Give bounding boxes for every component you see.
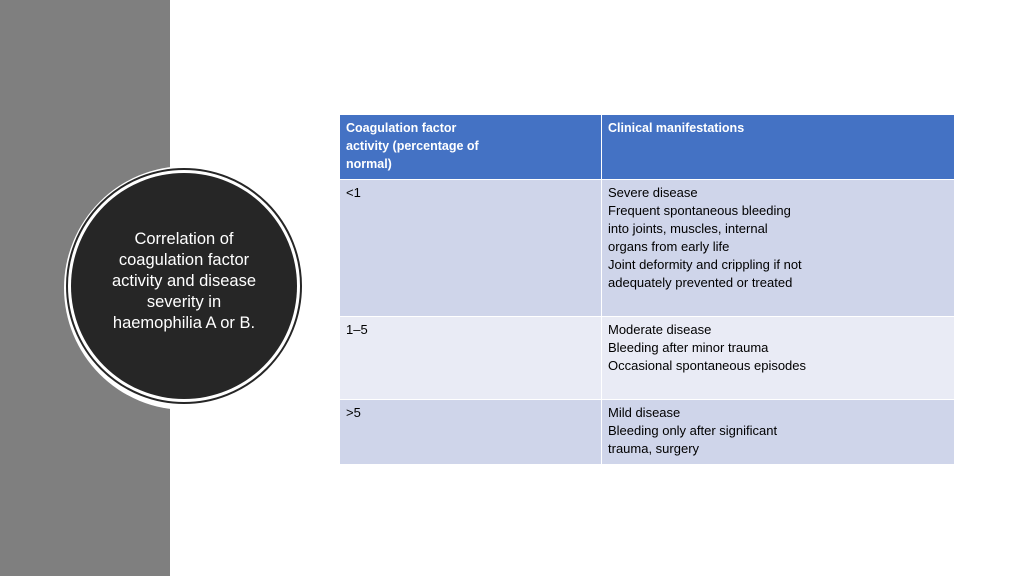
manifestation-line: Moderate disease (608, 322, 712, 337)
manifestation-line: Severe disease (608, 185, 698, 200)
manifestations-cell (602, 400, 955, 465)
manifestation-line: Mild disease (608, 405, 681, 420)
slide-title: Correlation of coagulation factor activity and disease severity in haemophilia A or B. (112, 229, 256, 332)
manifestations-cell (602, 180, 955, 317)
activity-cell: >5 (340, 400, 602, 465)
activity-cell: 1–5 (340, 317, 602, 400)
title-circle (71, 173, 297, 399)
header-activity (340, 115, 602, 180)
header-activity-label: Coagulation factor activity (percentage of normal) (346, 121, 479, 171)
severity-table-container (339, 114, 954, 465)
manifestation-line: Frequent spontaneous bleeding into joints, muscles, internal organs from early life (608, 203, 791, 254)
activity-cell: <1 (340, 180, 602, 317)
manifestations-cell (602, 317, 955, 400)
manifestation-line: Occasional spontaneous episodes (608, 358, 807, 373)
manifestation-line: Bleeding only after significant trauma, surgery (608, 423, 778, 456)
table-row (340, 317, 955, 400)
header-manifestations-label: Clinical manifestations (608, 121, 745, 135)
table-row (340, 400, 955, 465)
header-manifestations (602, 115, 955, 180)
table-row (340, 180, 955, 317)
manifestation-line: Bleeding after minor trauma (608, 340, 769, 355)
severity-table (339, 114, 955, 465)
manifestation-line: Joint deformity and crippling if not adequately prevented or treated (608, 257, 802, 290)
table-header-row (340, 115, 955, 180)
